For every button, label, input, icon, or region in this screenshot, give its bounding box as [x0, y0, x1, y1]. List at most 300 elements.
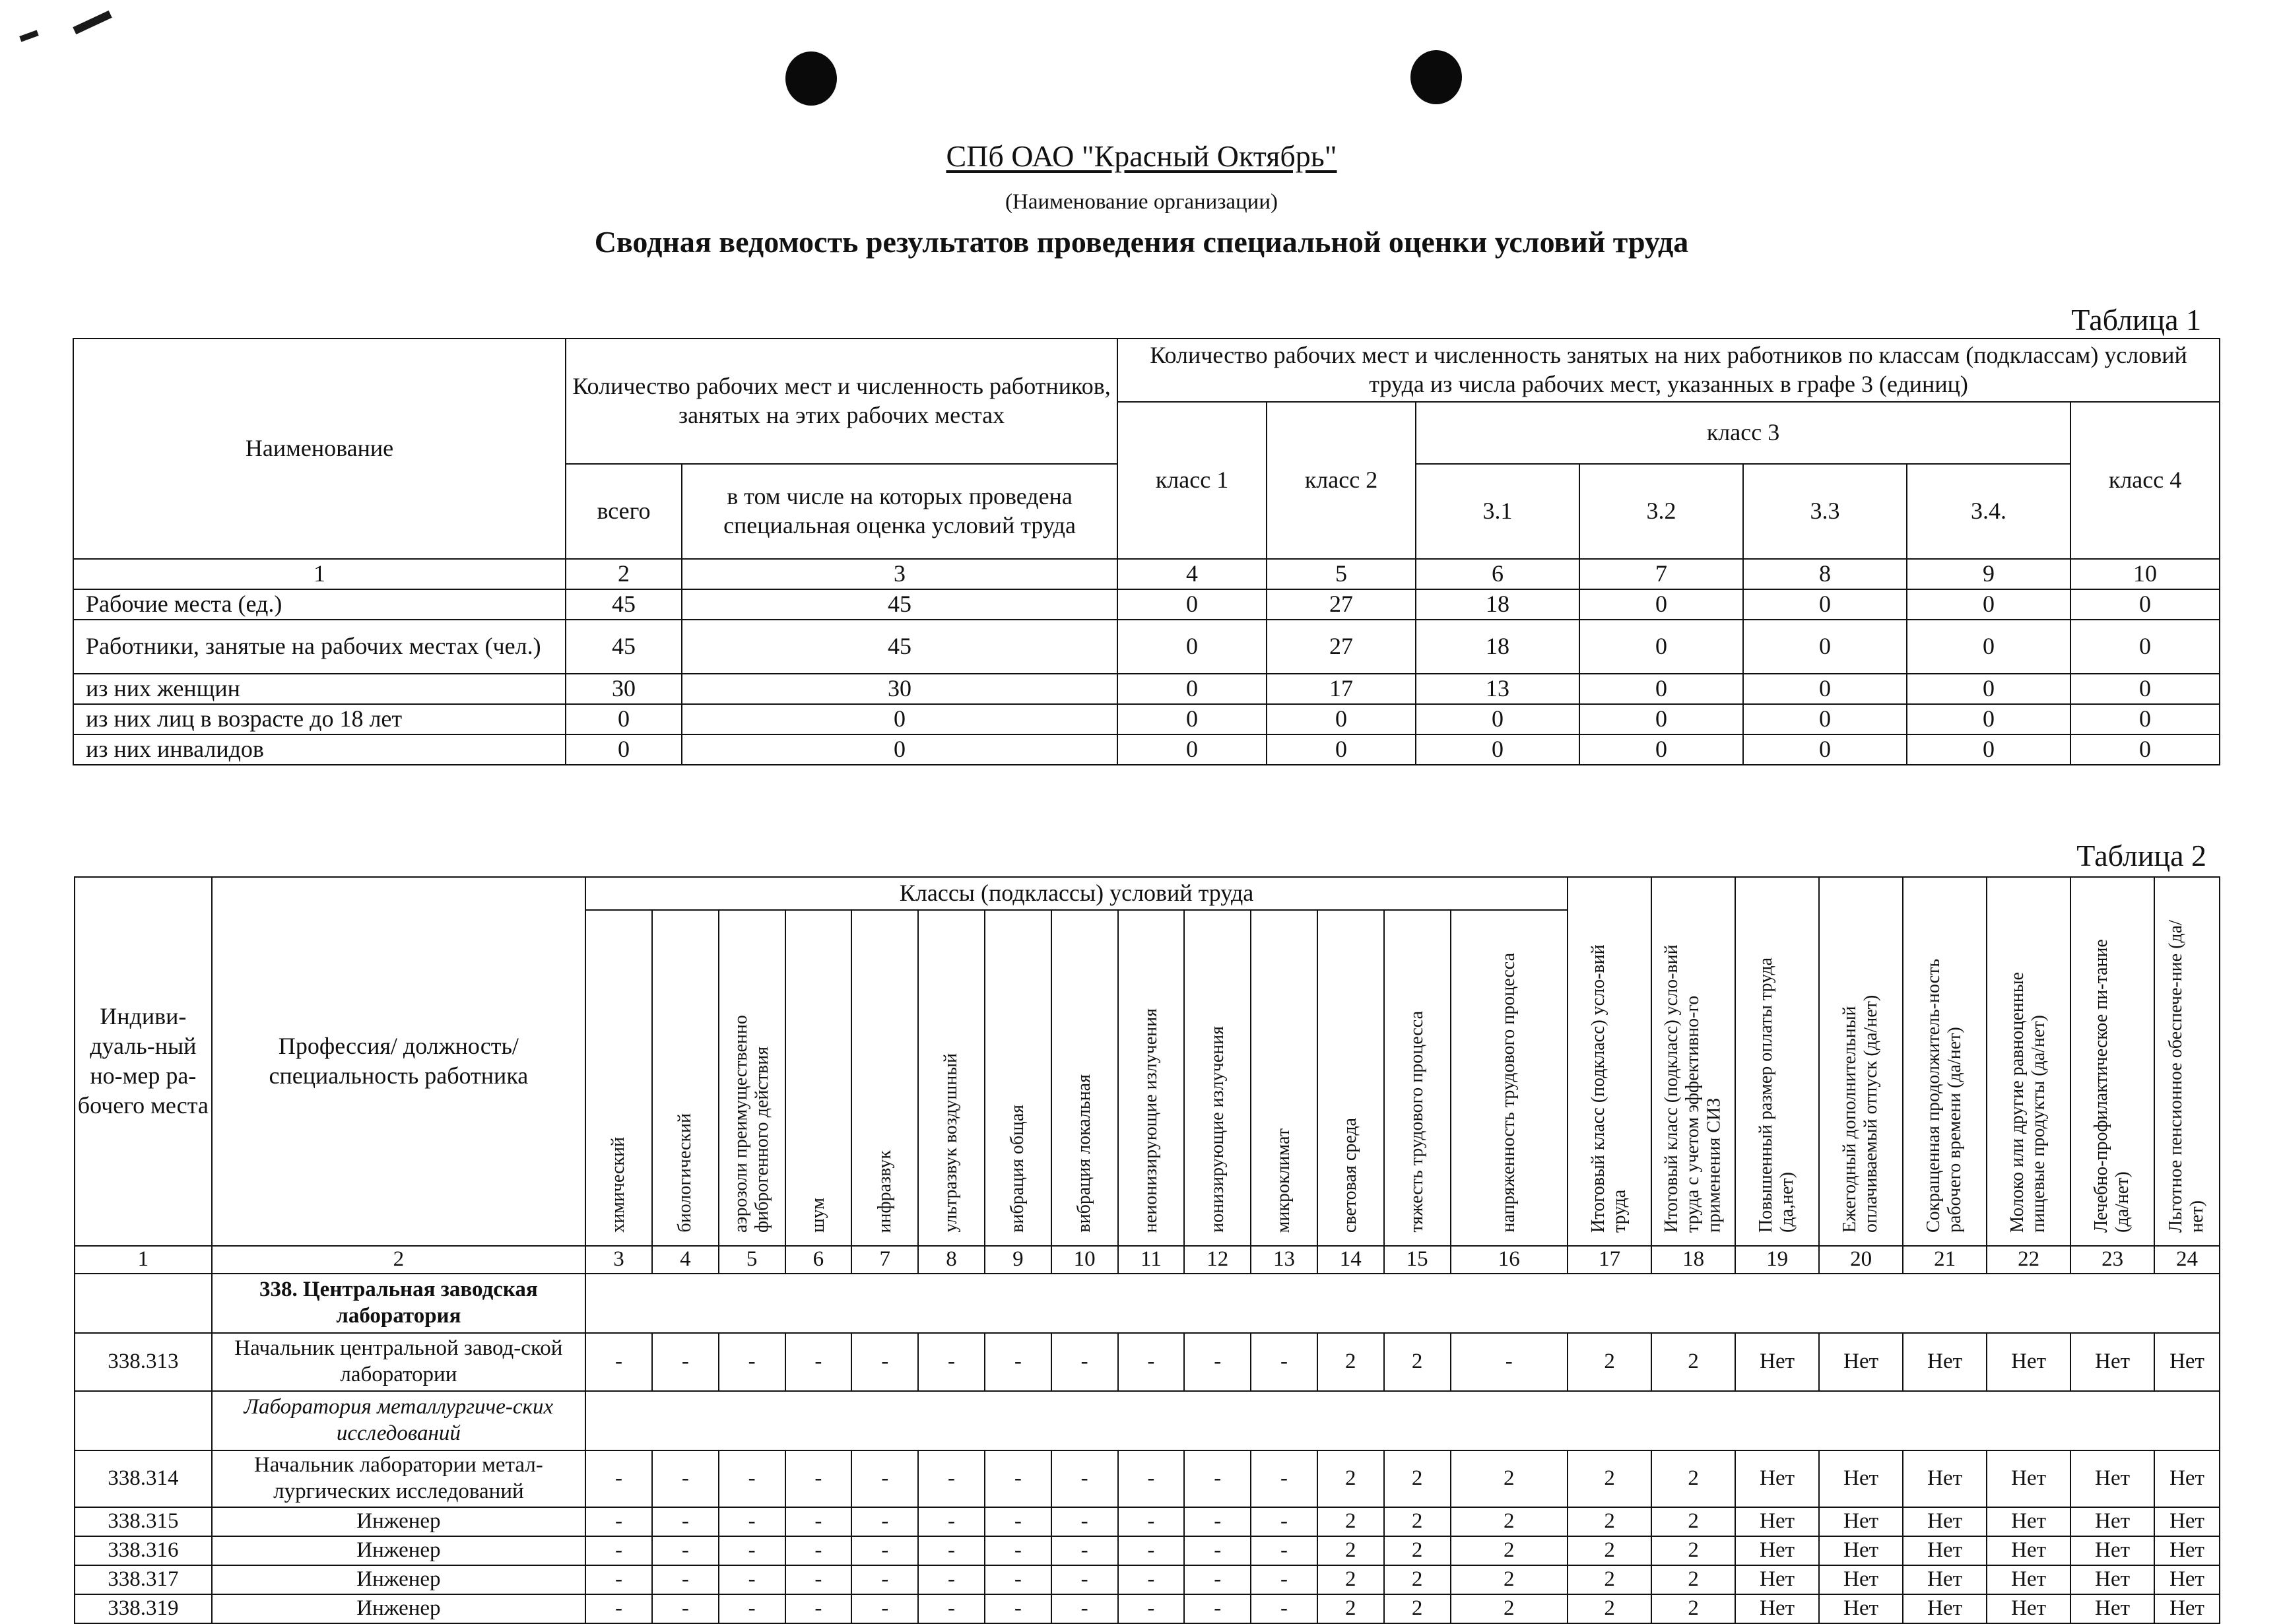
t2-cell: -: [918, 1333, 985, 1391]
t2-cell: Нет: [1819, 1450, 1903, 1507]
t1-colnum: 1: [73, 559, 566, 589]
t1-cell: 0: [682, 734, 1117, 765]
t1-cell: 0: [1743, 734, 1907, 765]
t2-cell: Нет: [1987, 1450, 2070, 1507]
punch-hole-left: [785, 51, 837, 106]
t1-colnum: 10: [2070, 559, 2220, 589]
t2-cell: 2: [1451, 1507, 1568, 1536]
t1-cell: 0: [1117, 589, 1267, 620]
t2-cell: -: [1251, 1333, 1317, 1391]
t2-cell: -: [851, 1565, 918, 1594]
t2-row-id: 338.319: [75, 1594, 212, 1623]
t1-header-name: Наименование: [73, 339, 566, 559]
t2-cell: -: [1184, 1594, 1251, 1623]
t2-cell: Нет: [1735, 1333, 1819, 1391]
t2-cell: 2: [1317, 1333, 1384, 1391]
t2-factor-header: [719, 910, 785, 1246]
t2-subsection-empty: [585, 1391, 2220, 1450]
t2-header-text: Повышенный размер оплаты труда (да,нет): [1756, 957, 1798, 1233]
t2-cell: Нет: [1987, 1536, 2070, 1565]
t2-colnum: 8: [918, 1246, 985, 1274]
t2-colnum: 20: [1819, 1246, 1903, 1274]
t2-cell: 2: [1384, 1450, 1451, 1507]
t2-cell: 2: [1651, 1565, 1735, 1594]
t2-cell: Нет: [2154, 1333, 2220, 1391]
t2-factor-header-text: микроклимат: [1273, 1128, 1294, 1233]
t2-header-text: Молоко или другие равноценные пищевые продукты (да/нет): [2007, 972, 2049, 1233]
t2-cell: Нет: [2070, 1594, 2154, 1623]
t2-cell: -: [585, 1333, 652, 1391]
t2-row-id: 338.315: [75, 1507, 212, 1536]
t2-cell: -: [1051, 1507, 1118, 1536]
t2-factor-header-text: вибрация локальная: [1074, 1074, 1095, 1233]
t2-colnum: 15: [1384, 1246, 1451, 1274]
t2-cell: -: [918, 1565, 985, 1594]
t2-cell: Нет: [2154, 1450, 2220, 1507]
t2-colnum: 4: [652, 1246, 719, 1274]
t2-cell: 2: [1317, 1507, 1384, 1536]
t2-cell: Нет: [1819, 1594, 1903, 1623]
t1-cell: 0: [682, 704, 1117, 734]
t1-cell: 17: [1267, 674, 1416, 704]
t2-cell: -: [1118, 1333, 1185, 1391]
t1-cell: 0: [1907, 589, 2070, 620]
t2-cell: -: [1184, 1536, 1251, 1565]
t1-cell: 30: [682, 674, 1117, 704]
t2-cell: 2: [1384, 1333, 1451, 1391]
t2-colnum: 13: [1251, 1246, 1317, 1274]
t1-cell: 0: [2070, 620, 2220, 674]
t2-row-name: Инженер: [212, 1536, 586, 1565]
t1-cell: 0: [1579, 674, 1743, 704]
t1-cell: 0: [1907, 674, 2070, 704]
t1-header-class3: класс 3: [1416, 402, 2070, 464]
t2-section-empty: [585, 1274, 2220, 1333]
t2-factor-header: [785, 910, 852, 1246]
t2-header-nutrition: [2070, 877, 2154, 1246]
t2-cell: -: [985, 1333, 1051, 1391]
t2-header-hours: [1903, 877, 1987, 1246]
t2-header-final-class: [1568, 877, 1651, 1246]
t2-cell: Нет: [1987, 1594, 2070, 1623]
t1-header-3-1: 3.1: [1416, 464, 1579, 559]
t2-cell: Нет: [1903, 1450, 1987, 1507]
t2-header-pension: [2154, 877, 2220, 1246]
t1-cell: 27: [1267, 589, 1416, 620]
t2-cell: -: [851, 1536, 918, 1565]
t2-colnum: 1: [75, 1246, 212, 1274]
t2-cell: -: [719, 1507, 785, 1536]
t2-cell: -: [719, 1565, 785, 1594]
organization-name: СПб ОАО "Красный Октябрь": [946, 139, 1337, 173]
t2-cell: -: [918, 1450, 985, 1507]
t2-colnum: 12: [1184, 1246, 1251, 1274]
t1-colnum: 7: [1579, 559, 1743, 589]
t2-cell: -: [652, 1594, 719, 1623]
t2-cell: -: [585, 1507, 652, 1536]
t2-factor-header-text: напряженность трудового процесса: [1498, 953, 1519, 1233]
t2-cell: -: [652, 1565, 719, 1594]
t1-row: [73, 704, 2220, 734]
t2-cell: 2: [1384, 1565, 1451, 1594]
t2-cell: -: [985, 1507, 1051, 1536]
t1-cell: 18: [1416, 589, 1579, 620]
t2-colnum: 2: [212, 1246, 586, 1274]
t2-row-name: Начальник центральной завод-ской лаборатории: [212, 1333, 586, 1391]
t2-colnum: 9: [985, 1246, 1051, 1274]
t2-cell: Нет: [1735, 1450, 1819, 1507]
t1-column-numbers: [73, 559, 2220, 589]
t2-cell: -: [785, 1565, 852, 1594]
t2-cell: Нет: [1819, 1565, 1903, 1594]
t1-cell: 0: [566, 734, 682, 765]
t2-cell: -: [1051, 1594, 1118, 1623]
t2-cell: -: [1051, 1536, 1118, 1565]
t1-header-total: всего: [566, 464, 682, 559]
t2-cell: Нет: [2154, 1594, 2220, 1623]
t2-cell: -: [785, 1333, 852, 1391]
t2-cell: Нет: [1735, 1594, 1819, 1623]
t2-cell: -: [985, 1565, 1051, 1594]
t2-factor-header: [1317, 910, 1384, 1246]
t2-cell: 2: [1651, 1536, 1735, 1565]
t2-cell: -: [785, 1507, 852, 1536]
t2-row: [75, 1594, 2220, 1623]
t1-header-class2: класс 2: [1267, 402, 1416, 559]
t2-colnum: 11: [1118, 1246, 1185, 1274]
t2-cell: -: [1184, 1507, 1251, 1536]
table2-label: Таблица 2: [2076, 839, 2206, 872]
t1-cell: 0: [1579, 589, 1743, 620]
t2-cell: -: [1251, 1507, 1317, 1536]
t2-cell: 2: [1451, 1450, 1568, 1507]
t2-cell: Нет: [1735, 1507, 1819, 1536]
t1-cell: 0: [2070, 734, 2220, 765]
t2-colnum: 21: [1903, 1246, 1987, 1274]
t2-cell: -: [1051, 1565, 1118, 1594]
t2-cell: 2: [1317, 1450, 1384, 1507]
t1-header-count: Количество рабочих мест и численность работников, занятых на этих рабочих местах: [566, 339, 1117, 464]
t2-row: [75, 1507, 2220, 1536]
t2-header-id: Индиви-дуаль-ный но-мер ра-бочего места: [75, 877, 212, 1246]
t2-row-id: 338.317: [75, 1565, 212, 1594]
t2-cell: Нет: [1819, 1536, 1903, 1565]
t2-factor-header-text: ионизирующие излучения: [1207, 1026, 1228, 1233]
t1-cell: 0: [1907, 620, 2070, 674]
t1-cell: 0: [1117, 620, 1267, 674]
t2-factor-header-text: тяжесть трудового процесса: [1406, 1011, 1427, 1233]
t2-factor-header-text: световая среда: [1340, 1117, 1361, 1233]
t1-row-label: из них инвалидов: [73, 734, 566, 765]
t1-cell: 45: [566, 589, 682, 620]
t2-row: [75, 1536, 2220, 1565]
t1-cell: 0: [1579, 734, 1743, 765]
t2-cell: -: [918, 1594, 985, 1623]
t2-cell: 2: [1651, 1333, 1735, 1391]
t2-cell: -: [1184, 1333, 1251, 1391]
t2-row-id: 338.316: [75, 1536, 212, 1565]
t2-cell: -: [851, 1594, 918, 1623]
t2-cell: -: [719, 1536, 785, 1565]
t2-cell: -: [1118, 1594, 1185, 1623]
t2-cell: -: [918, 1536, 985, 1565]
t2-cell: -: [985, 1594, 1051, 1623]
t2-cell: -: [1118, 1507, 1185, 1536]
t1-cell: 0: [1416, 734, 1579, 765]
t2-header-text: Итоговый класс (подкласс) усло-вий труда: [1588, 944, 1630, 1233]
t2-colnum: 18: [1651, 1246, 1735, 1274]
t2-cell: 2: [1451, 1536, 1568, 1565]
t2-cell: 2: [1568, 1565, 1651, 1594]
t2-cell: 2: [1317, 1536, 1384, 1565]
t2-cell: -: [1118, 1565, 1185, 1594]
t2-cell: -: [652, 1450, 719, 1507]
t2-colnum: 22: [1987, 1246, 2070, 1274]
t1-cell: 0: [1117, 674, 1267, 704]
t2-cell: Нет: [2070, 1333, 2154, 1391]
t2-cell: 2: [1317, 1565, 1384, 1594]
t1-row-label: Работники, занятые на рабочих местах (чел.): [73, 620, 566, 674]
t2-cell: Нет: [2154, 1565, 2220, 1594]
t1-header-3-3: 3.3: [1743, 464, 1907, 559]
t2-cell: -: [1251, 1450, 1317, 1507]
scan-speck: [73, 11, 112, 34]
t1-cell: 0: [1117, 734, 1267, 765]
t1-header-classes: Количество рабочих мест и численность занятых на них работников по классам (подклассам) условий труда из числа рабочих мест, указанных в графе 3 (единиц): [1117, 339, 2220, 402]
t2-colnum: 16: [1451, 1246, 1568, 1274]
t2-factor-header: [1451, 910, 1568, 1246]
t2-colnum: 7: [851, 1246, 918, 1274]
t1-cell: 0: [1743, 589, 1907, 620]
t1-header-class1: класс 1: [1117, 402, 1267, 559]
t2-cell: Нет: [2070, 1565, 2154, 1594]
table1-label: Таблица 1: [2071, 303, 2201, 337]
t2-cell: -: [785, 1536, 852, 1565]
t2-cell: 2: [1317, 1594, 1384, 1623]
t2-row-id: 338.313: [75, 1333, 212, 1391]
t2-colnum: 3: [585, 1246, 652, 1274]
t2-factor-header: [851, 910, 918, 1246]
t2-cell: -: [719, 1333, 785, 1391]
t2-colnum: 14: [1317, 1246, 1384, 1274]
t1-cell: 0: [566, 704, 682, 734]
t1-cell: 0: [1907, 734, 2070, 765]
t2-factor-header-text: вибрация общая: [1007, 1105, 1028, 1233]
t2-cell: Нет: [1903, 1594, 1987, 1623]
scan-speck: [19, 30, 38, 42]
t1-cell: 0: [1267, 704, 1416, 734]
t1-cell: 0: [1579, 620, 1743, 674]
t2-cell: 2: [1384, 1507, 1451, 1536]
t2-cell: -: [719, 1594, 785, 1623]
t2-cell: -: [1184, 1450, 1251, 1507]
t2-header-classes: Классы (подклассы) условий труда: [585, 877, 1568, 910]
t2-row-id: 338.314: [75, 1450, 212, 1507]
t1-row: [73, 589, 2220, 620]
t1-cell: 0: [1907, 704, 2070, 734]
t2-factor-header-text: неионизирующие излучения: [1140, 1008, 1161, 1233]
t2-colnum: 5: [719, 1246, 785, 1274]
t2-cell: Нет: [1903, 1565, 1987, 1594]
t2-header-text: Лечебно-профилактическое пи-тание (да/нет): [2091, 939, 2133, 1233]
t2-colnum: 19: [1735, 1246, 1819, 1274]
t2-row-name: Инженер: [212, 1507, 586, 1536]
summary-table: [73, 338, 2220, 765]
t2-header-profession: Профессия/ должность/ специальность работника: [212, 877, 586, 1246]
t1-cell: 45: [682, 620, 1117, 674]
t2-cell: 2: [1568, 1536, 1651, 1565]
t2-header-final-class-siz: [1651, 877, 1735, 1246]
t1-colnum: 9: [1907, 559, 2070, 589]
t2-cell: Нет: [1819, 1333, 1903, 1391]
t2-cell: 2: [1651, 1450, 1735, 1507]
t2-cell: Нет: [1903, 1507, 1987, 1536]
t2-cell: -: [851, 1450, 918, 1507]
t2-cell: 2: [1384, 1594, 1451, 1623]
t2-header-pay: [1735, 877, 1819, 1246]
t2-cell: -: [652, 1536, 719, 1565]
t1-cell: 45: [682, 589, 1117, 620]
t2-cell: -: [652, 1507, 719, 1536]
t1-header-3-4: 3.4.: [1907, 464, 2070, 559]
t1-colnum: 2: [566, 559, 682, 589]
t1-header-class4: класс 4: [2070, 402, 2220, 559]
t2-section-id: [75, 1274, 212, 1333]
document-title: Сводная ведомость результатов проведения специальной оценки условий труда: [594, 225, 1689, 259]
t1-header-assessed: в том числе на которых проведена специальная оценка условий труда: [682, 464, 1117, 559]
t1-row-label: из них лиц в возрасте до 18 лет: [73, 704, 566, 734]
t1-cell: 0: [2070, 704, 2220, 734]
t2-cell: 2: [1568, 1333, 1651, 1391]
organization-caption: (Наименование организации): [1005, 190, 1278, 214]
t2-row: [75, 1565, 2220, 1594]
t2-cell: -: [1451, 1333, 1568, 1391]
t2-cell: Нет: [1987, 1565, 2070, 1594]
t2-cell: Нет: [1735, 1565, 1819, 1594]
t2-subsection-title: Лаборатория металлургиче-ских исследований: [212, 1391, 586, 1450]
t2-section-title: 338. Центральная заводская лаборатория: [212, 1274, 586, 1333]
t1-cell: 0: [1579, 704, 1743, 734]
t2-factor-header-text: ультразвук воздушный: [941, 1053, 962, 1233]
t1-colnum: 5: [1267, 559, 1416, 589]
t2-cell: -: [1251, 1594, 1317, 1623]
t2-cell: 2: [1451, 1565, 1568, 1594]
t2-row-name: Инженер: [212, 1594, 586, 1623]
workplace-table: [74, 876, 2220, 1624]
t1-cell: 0: [1267, 734, 1416, 765]
t2-cell: -: [1051, 1333, 1118, 1391]
t2-cell: Нет: [1987, 1507, 2070, 1536]
t2-cell: Нет: [2070, 1507, 2154, 1536]
t2-cell: 2: [1568, 1450, 1651, 1507]
t2-cell: Нет: [2070, 1536, 2154, 1565]
t2-factor-header: [1051, 910, 1118, 1246]
t2-row: [75, 1450, 2220, 1507]
t2-cell: Нет: [1987, 1333, 2070, 1391]
t2-factor-header: [652, 910, 719, 1246]
t2-cell: -: [585, 1450, 652, 1507]
t1-colnum: 3: [682, 559, 1117, 589]
t1-cell: 0: [1117, 704, 1267, 734]
t2-cell: 2: [1651, 1507, 1735, 1536]
t2-colnum: 10: [1051, 1246, 1118, 1274]
t2-cell: -: [1118, 1536, 1185, 1565]
t2-cell: -: [785, 1450, 852, 1507]
t2-cell: Нет: [2154, 1536, 2220, 1565]
t2-factor-header-text: инфразвук: [874, 1150, 895, 1233]
t1-row: [73, 620, 2220, 674]
t1-cell: 0: [1416, 704, 1579, 734]
t2-cell: Нет: [2070, 1450, 2154, 1507]
t2-factor-header-text: шум: [807, 1198, 828, 1233]
t2-cell: Нет: [1735, 1536, 1819, 1565]
t2-header-text: Ежегодный дополнительный оплачиваемый отпуск (да/нет): [1839, 994, 1882, 1233]
t1-colnum: 8: [1743, 559, 1907, 589]
t2-subsection-id: [75, 1391, 212, 1450]
t2-cell: -: [851, 1333, 918, 1391]
t1-cell: 0: [1743, 704, 1907, 734]
t2-factor-header-text: биологический: [675, 1113, 696, 1233]
t1-cell: 0: [2070, 589, 2220, 620]
t2-column-numbers: [75, 1246, 2220, 1274]
t2-colnum: 23: [2070, 1246, 2154, 1274]
t2-cell: Нет: [1903, 1536, 1987, 1565]
t2-factor-header: [918, 910, 985, 1246]
t2-row-name: Начальник лаборатории метал-лургических исследований: [212, 1450, 586, 1507]
t2-cell: -: [1184, 1565, 1251, 1594]
t2-cell: Нет: [2154, 1507, 2220, 1536]
t1-row-label: из них женщин: [73, 674, 566, 704]
t2-cell: 2: [1568, 1507, 1651, 1536]
t2-cell: -: [918, 1507, 985, 1536]
t2-cell: -: [1051, 1450, 1118, 1507]
t2-factor-header-text: химический: [608, 1137, 629, 1233]
t2-cell: -: [719, 1450, 785, 1507]
punch-hole-right: [1410, 50, 1462, 104]
t2-colnum: 6: [785, 1246, 852, 1274]
t2-factor-header: [1184, 910, 1251, 1246]
t2-header-text: Сокращенная продолжитель-ность рабочего времени (да/нет): [1923, 958, 1966, 1233]
t1-cell: 0: [1743, 674, 1907, 704]
t2-factor-header: [1251, 910, 1317, 1246]
t1-cell: 45: [566, 620, 682, 674]
t2-factor-header: [1118, 910, 1185, 1246]
t2-cell: -: [1251, 1565, 1317, 1594]
t2-cell: -: [585, 1594, 652, 1623]
t2-cell: -: [1251, 1536, 1317, 1565]
t1-cell: 18: [1416, 620, 1579, 674]
t1-cell: 27: [1267, 620, 1416, 674]
t2-cell: -: [985, 1450, 1051, 1507]
t2-factor-header: [985, 910, 1051, 1246]
t1-header-3-2: 3.2: [1579, 464, 1743, 559]
t1-row: [73, 734, 2220, 765]
t2-cell: 2: [1651, 1594, 1735, 1623]
t2-header-text: Льготное пенсионное обеспече-ние (да/нет): [2166, 920, 2208, 1233]
t1-cell: 30: [566, 674, 682, 704]
t2-cell: Нет: [1819, 1507, 1903, 1536]
t2-factor-header-text: аэрозоли преимущественно фиброгенного действия: [730, 1015, 773, 1233]
t1-cell: 0: [2070, 674, 2220, 704]
t2-factor-header: [1384, 910, 1451, 1246]
t2-cell: -: [1118, 1450, 1185, 1507]
t2-cell: 2: [1384, 1536, 1451, 1565]
t2-colnum: 24: [2154, 1246, 2220, 1274]
t1-cell: 13: [1416, 674, 1579, 704]
t2-cell: 2: [1568, 1594, 1651, 1623]
t1-colnum: 4: [1117, 559, 1267, 589]
t2-factor-header: [585, 910, 652, 1246]
